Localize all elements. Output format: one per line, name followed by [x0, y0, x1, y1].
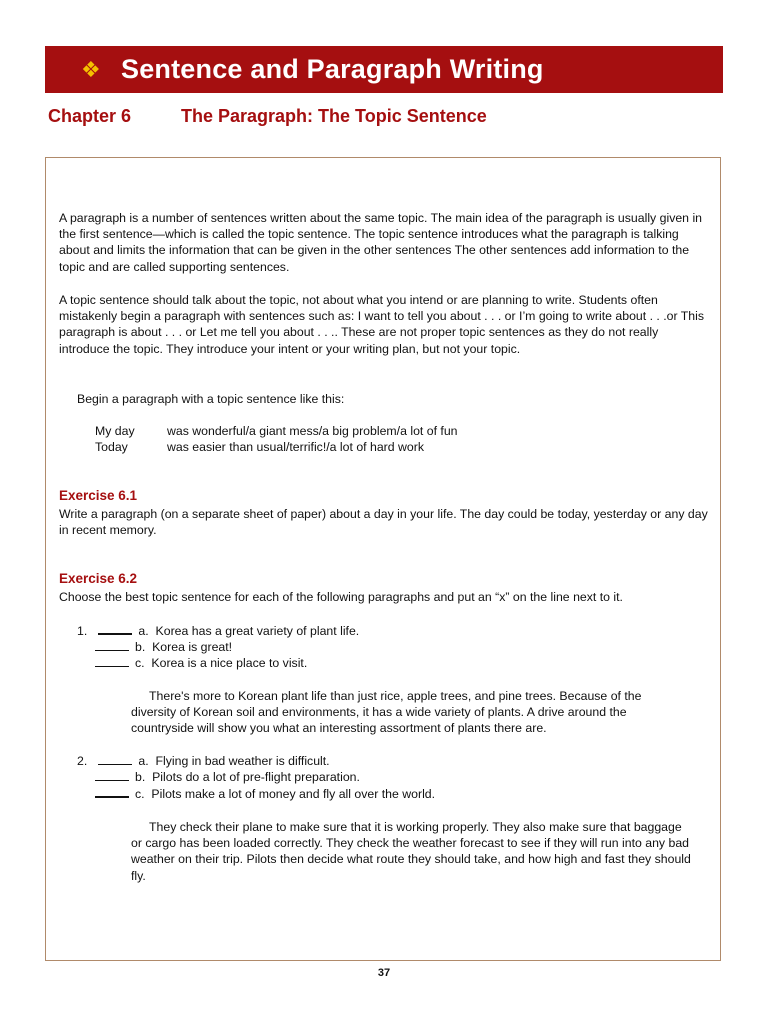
example-row: [95, 423, 458, 439]
example-predicate: was easier than usual/terrific!/a lot of hard work: [167, 440, 424, 454]
answer-blank[interactable]: [98, 623, 132, 635]
question-2-paragraph: They check their plane to make sure that it is working properly. They also make sure that baggage or cargo has been loaded correctly. They check the weather forecast to see if they will run into any bad weather on their trip. Pilots then decide what route they should take, and how high and fast they should fly.: [131, 820, 691, 883]
option-letter: a.: [138, 754, 149, 768]
exercise-6-1-text: Write a paragraph (on a separate sheet of paper) about a day in your life. The day could be today, yesterday or any day in recent memory.: [59, 507, 708, 538]
option-letter: c.: [135, 787, 145, 801]
option-text: Korea is a nice place to visit.: [151, 656, 308, 670]
chapter-number: Chapter 6: [48, 106, 132, 126]
option-text: Pilots make a lot of money and fly all over the world.: [151, 787, 436, 801]
page-number: 37: [377, 967, 391, 979]
question-2-option-a: [77, 753, 330, 769]
diamond-cluster-icon: ❖: [81, 56, 101, 82]
question-1-option-c: [95, 655, 307, 671]
answer-blank[interactable]: [95, 770, 129, 781]
answer-blank[interactable]: [95, 640, 129, 651]
option-letter: c.: [135, 656, 145, 670]
page-title: Sentence and Paragraph Writing: [121, 54, 544, 84]
option-letter: b.: [135, 640, 146, 654]
intro-paragraph: A paragraph is a number of sentences written about the same topic. The main idea of the paragraph is usually given in the first sentence—which is called the topic sentence. The topic sentence introduces what the paragraph is talking about and limits the information that can be given in the other sentences The other sentences add information to the topic and are called supporting sentences.: [59, 211, 703, 274]
title-banner: [45, 46, 723, 93]
topic-sentence-paragraph: A topic sentence should talk about the topic, not about what you intend or are planning to write. Students often mistakenly begin a paragraph with sentences such as: I want to tell you about . . . or I’m going to write about . . .or This paragraph is about . . . or Let me tell you about . . .. These are not proper topic sentences as they do not really introduce the topic. They introduce your intent or your writing plan, but not your topic.: [59, 293, 705, 356]
chapter-title: The Paragraph: The Topic Sentence: [181, 106, 487, 126]
option-text: Korea is great!: [152, 640, 233, 654]
answer-blank[interactable]: [95, 786, 129, 798]
question-number: 2.: [77, 754, 88, 768]
option-text: Korea has a great variety of plant life.: [155, 624, 360, 638]
option-text: Pilots do a lot of pre-flight preparation.: [152, 770, 360, 784]
question-1-paragraph: There's more to Korean plant life than just rice, apple trees, and pine trees. Because of the diversity of Korean soil and environments, it has a wide variety of plants. A drive around the countryside will show you what an interesting assortment of plants there are.: [131, 689, 642, 736]
example-intro: Begin a paragraph with a topic sentence like this:: [77, 392, 345, 406]
answer-blank[interactable]: [95, 656, 129, 667]
option-letter: a.: [138, 624, 149, 638]
question-1-option-a: [77, 623, 359, 639]
example-predicate: was wonderful/a giant mess/a big problem/a lot of fun: [167, 424, 458, 438]
question-1-option-b: [95, 639, 232, 655]
example-subject: Today: [95, 440, 128, 454]
option-text: Flying in bad weather is difficult.: [155, 754, 330, 768]
exercise-6-2-instructions: Choose the best topic sentence for each of the following paragraphs and put an “x” on the line next to it.: [59, 590, 623, 604]
exercise-6-2-heading: Exercise 6.2: [59, 571, 138, 586]
question-2-option-c: [95, 786, 435, 802]
answer-blank[interactable]: [98, 754, 132, 765]
option-letter: b.: [135, 770, 146, 784]
example-row: [95, 439, 424, 455]
question-number: 1.: [77, 624, 88, 638]
example-subject: My day: [95, 424, 135, 438]
question-2-option-b: [95, 769, 360, 785]
exercise-6-1-heading: Exercise 6.1: [59, 488, 138, 503]
chapter-heading: [48, 106, 487, 127]
